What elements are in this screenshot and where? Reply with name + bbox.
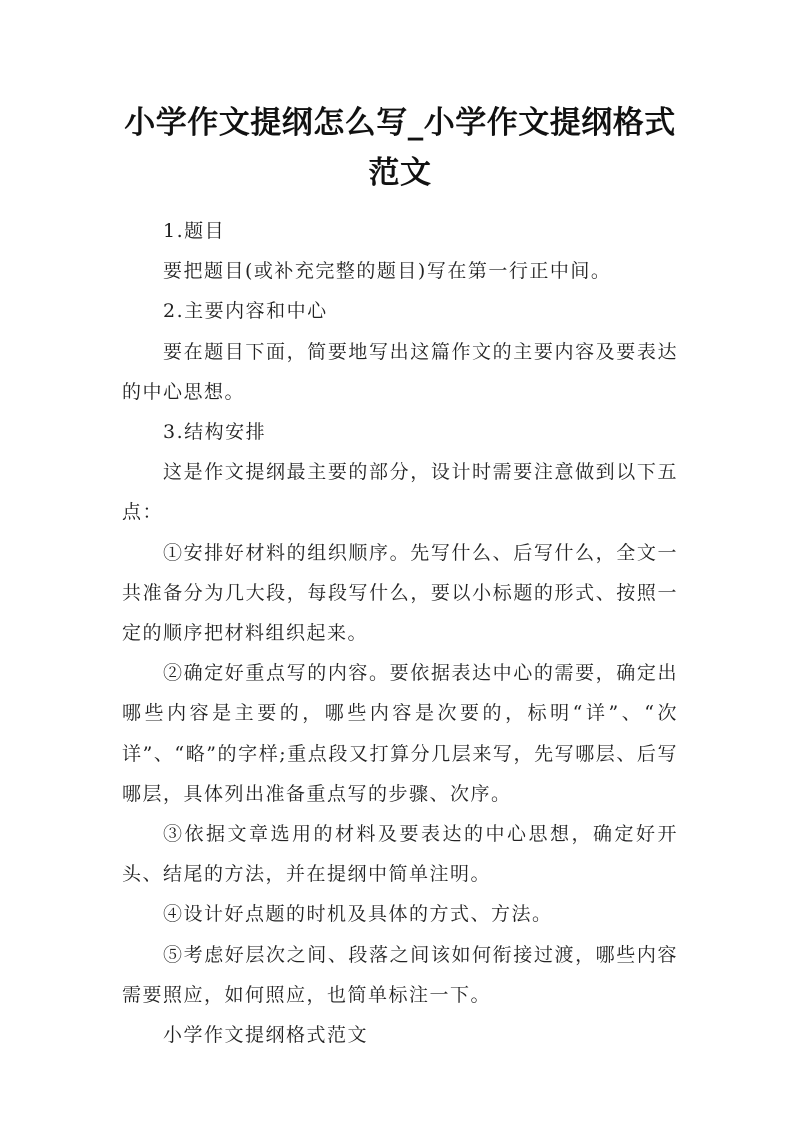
paragraph-main-content: 要在题目下面，简要地写出这篇作文的主要内容及要表达的中心思想。: [122, 340, 678, 403]
paragraph-structure-intro: 这是作文提纲最主要的部分，设计时需要注意做到以下五点：: [122, 461, 678, 524]
list-item-point-3: ③依据文章选用的材料及要表达的中心思想，确定好开头、结尾的方法，并在提纲中简单注明。: [122, 823, 678, 886]
section-heading-structure: 3.结构安排: [163, 421, 267, 444]
list-item-point-2: ②确定好重点写的内容。要依据表达中心的需要，确定出哪些内容是主要的，哪些内容是次要的，标明“详”、“次详”、“略”的字样;重点段又打算分几层来写，先写哪层、后写哪层，具体列出准备重点写的步骤、次序。: [122, 662, 678, 805]
list-item-point-4: ④设计好点题的时机及具体的方式、方法。: [163, 903, 553, 926]
section-heading-main-content: 2.主要内容和中心: [163, 300, 328, 323]
list-item-point-5: ⑤考虑好层次之间、段落之间该如何衔接过渡，哪些内容需要照应，如何照应，也简单标注一下。: [122, 943, 678, 1006]
section-heading-sample: 小学作文提纲格式范文: [163, 1024, 369, 1047]
document-body: [122, 211, 678, 1055]
document-title: 小学作文提纲怎么写_小学作文提纲格式范文: [124, 105, 676, 191]
paragraph-title-instruction: 要把题目(或补充完整的题目)写在第一行正中间。: [163, 260, 612, 283]
list-item-point-1: ①安排好材料的组织顺序。先写什么、后写什么，全文一共准备分为几大段，每段写什么，要以小标题的形式、按照一定的顺序把材料组织起来。: [122, 541, 678, 645]
section-heading-title: 1.题目: [163, 220, 226, 242]
